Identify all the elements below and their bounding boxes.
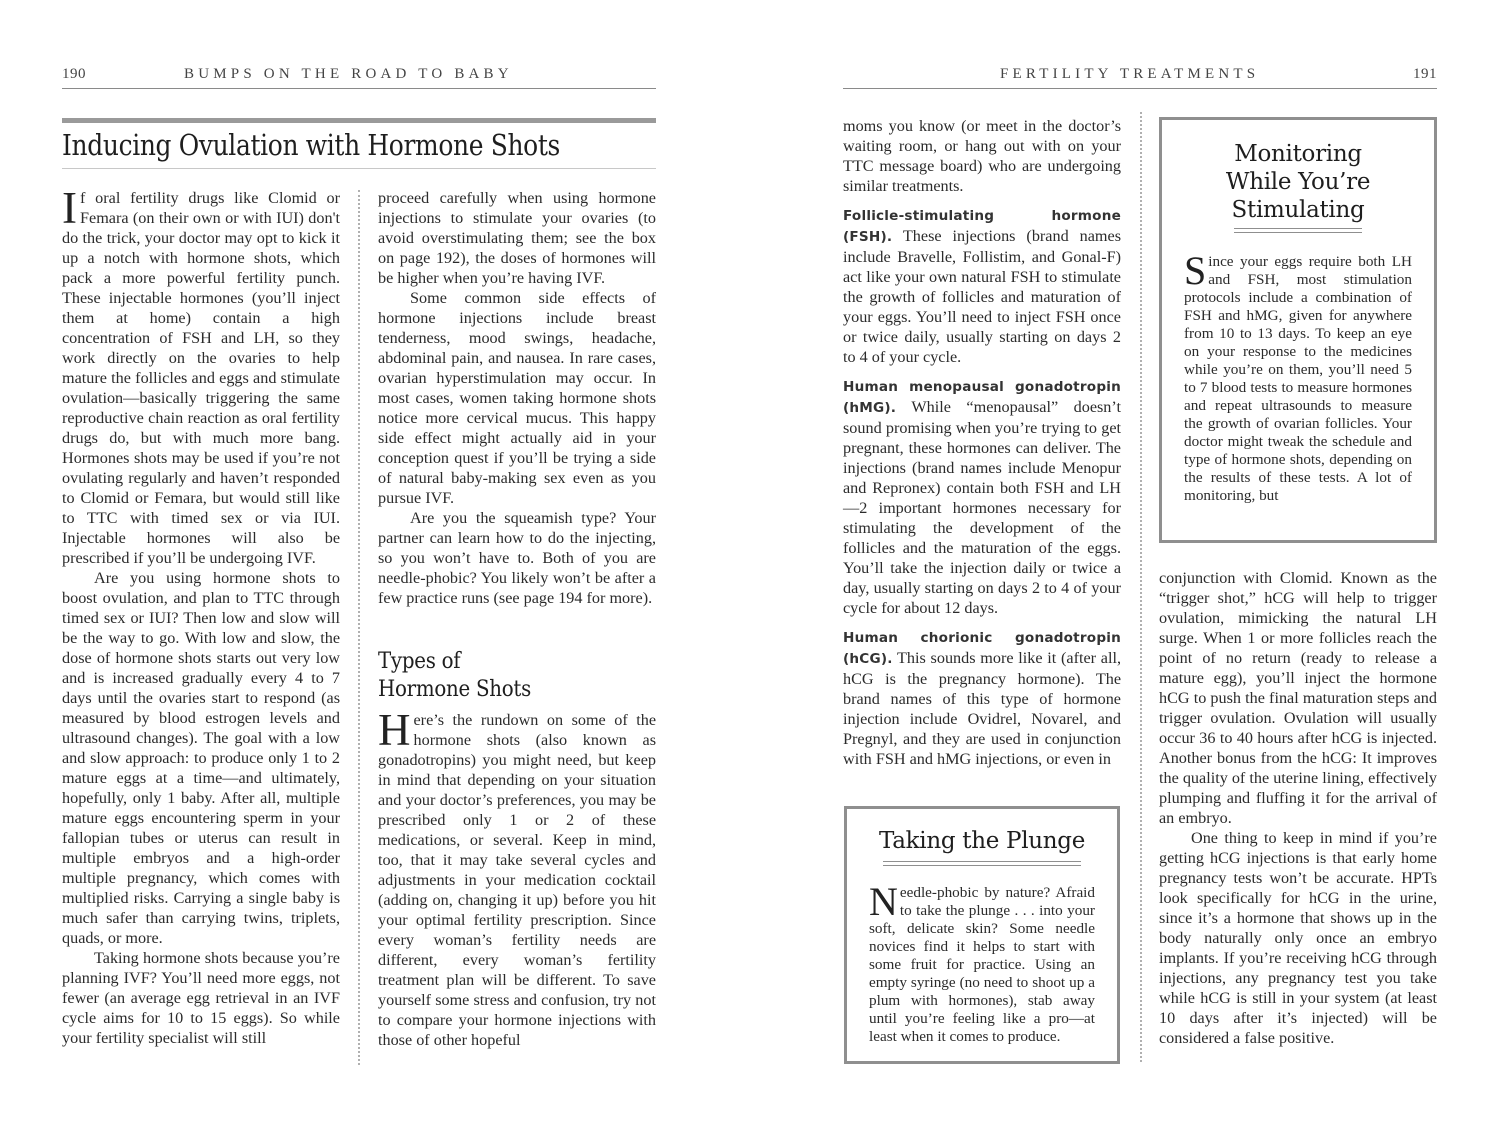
- term-hmg: Human menopausal gonadotropin (hMG). While “menopausal” doesn’t sound promising when you’re trying to get pregnant, these hormones can deliver. The injections (brand names include Menopur and Repronex) contain both FSH and LH—2 important hormones necessary for stimulating the development of the follicles and the maturation of the eggs. You’ll take the injection daily or twice a day, usually starting on days 2 to 4 of your cycle for about 12 days.: [843, 379, 1121, 617]
- term-heading: Follicle-stimulating hormone (FSH).: [843, 208, 1121, 245]
- paragraph: Some common side effects of hormone injections include breast tenderness, mood swings, headache, abdominal pain, and nausea. In rare cases, ovarian hyperstimulation may occur. In most cases, women taking hormone shots notice more cervical mucus. This happy side effect might actually aid in your conception quest if you’ll be trying a side of natural baby-making sex even as you pursue IVF.: [378, 289, 656, 507]
- sidebar-title: Monitoring While You’re Stimulating: [1225, 141, 1371, 223]
- sidebar-box-monitoring: [1159, 117, 1437, 543]
- running-head-left: [62, 64, 656, 89]
- right-page: [800, 0, 1500, 1125]
- paragraph: Taking hormone shots because you’re planning IVF? You’ll need more eggs, not fewer (an average egg retrieval in an IVF cycle aims for 10 to 15 eggs). So while your fertility specialist will still: [62, 949, 340, 1047]
- paragraph: conjunction with Clomid. Known as the “trigger shot,” hCG will help to trigger ovulation, mimicking the natural LH surge. When 1 or more follicles reach the point of no return (ready to release a mature egg), you’ll inject the hormone hCG to push the final maturation steps and trigger ovulation. Ovulation will usually occur 36 to 40 hours after hCG is injected. Another bonus from the hCG: It improves the quality of the uterine lining, effectively plumping and fluffing it for the arrival of an embryo.: [1159, 569, 1437, 827]
- column-divider: [358, 190, 360, 1065]
- paragraph: moms you know (or meet in the doctor’s waiting room, or hang out with on your TTC message board) who are undergoing similar treatments.: [843, 117, 1121, 195]
- term-heading: Human menopausal gonadotropin (hMG).: [843, 379, 1121, 416]
- sidebar-title: Taking the Plunge: [878, 828, 1086, 854]
- drop-cap: H: [378, 705, 411, 755]
- sidebar-body: Since your eggs require both LH and FSH, most stimulation protocols include a combination of FSH and hMG, given for anywhere from 10 to 13 days. To keep an eye on your response to the medicines while you’re on them, you’ll need 5 to 7 blood tests to measure hormones and repeat ultrasounds to measure the growth of ovarian follicles. Your doctor might tweak the schedule and type of hormone shots, depending on the results of these tests. A lot of monitoring, but: [1184, 248, 1412, 504]
- sidebar-body: Needle-phobic by nature? Afraid to take the plunge . . . into your soft, delicate skin? Some needle novices find it helps to start with some fruit for practice. Using an empty syringe (no need to shoot up a plum with hormones), stab away until you’re feeling like a pro—at least when it comes to produce.: [869, 879, 1095, 1045]
- right-column-2: [1159, 568, 1437, 1048]
- page-number: 191: [1413, 66, 1437, 82]
- section-rule: [62, 118, 656, 123]
- left-column-2: [378, 188, 656, 1050]
- subheading: Types of Hormone Shots: [378, 649, 531, 702]
- running-head-title: FERTILITY TREATMENTS: [1000, 66, 1260, 82]
- term-heading: Human chorionic gonadotropin (hCG).: [843, 630, 1121, 667]
- running-head-right: [843, 64, 1437, 89]
- term-fsh: Follicle-stimulating hormone (FSH). These injections (brand names include Bravelle, Follistim, and Gonal-F) act like your own natural FSH to stimulate the growth of follicles and maturation of your eggs. You’ll need to inject FSH once or twice daily, usually starting on days 2 to 4 of your cycle.: [843, 208, 1121, 366]
- sidebar-box-taking-the-plunge: [844, 806, 1120, 1064]
- paragraph: proceed carefully when using hormone injections to stimulate your ovaries (to avoid overstimulating them; see the box on page 192), the doses of hormones will be higher when you’re having IVF.: [378, 189, 656, 287]
- right-column-1: [843, 116, 1121, 769]
- column-divider: [1140, 112, 1142, 1062]
- left-column-1: [62, 183, 340, 1048]
- paragraph: If oral fertility drugs like Clomid or Femara (on their own or with IUI) don't do the trick, your doctor may opt to kick it up a notch with hormone shots, which pack a more powerful fertility punch. These injectable hormones (you’ll inject them at home) contain a high concentration of FSH and LH, so they work directly on the ovaries to help mature the follicles and eggs and stimulate ovulation—basically triggering the same reproductive chain reaction as oral fertility drugs do, but with much more bang. Hormones shots may be used if you’re not ovulating regularly and haven’t responded to Clomid or Femara, but would still like to TTC with timed sex or via IUI. Injectable hormones will also be prescribed if you’ll be undergoing IVF.: [62, 183, 340, 567]
- page-number: 190: [62, 66, 86, 82]
- sidebar-title-rule: [1234, 228, 1362, 233]
- section-title-underline: [62, 168, 656, 169]
- paragraph: Are you using hormone shots to boost ovulation, and plan to TTC through timed sex or IUI? Then low and slow will be the way to go. With low and slow, the dose of hormone shots starts out very low and is increased gradually every 4 to 7 days until the ovaries start to respond (as measured by blood estrogen levels and ultrasound changes). The goal with a low and slow approach: to produce only 1 to 2 mature eggs at a time—and ultimately, hopefully, only 1 baby. After all, multiple mature eggs encountering sperm in your fallopian tubes or uterus can result in multiple embryos and a high-order multiple pregnancy, which comes with multiplied risks. Carrying a single baby is much safer than carrying twins, triplets, quads, or more.: [62, 569, 340, 947]
- paragraph: One thing to keep in mind if you’re getting hCG injections is that early home pregnancy tests won’t be accurate. HPTs look specifically for hCG in the urine, since it’s a hormone that shows up in the body naturally only once an embryo implants. If you’re receiving hCG through injections, any pregnancy test you take while hCG is still in your system (at least 10 days after it’s injected) will be considered a false positive.: [1159, 829, 1437, 1047]
- drop-cap: N: [869, 879, 898, 924]
- paragraph: Here’s the rundown on some of the hormone shots (also known as gonadotropins) you might need, but keep in mind that depending on your situation and your doctor’s preferences, you may be prescribed only 1 or 2 of these medications, or several. Keep in mind, too, that it may take several cycles and adjustments in your medication cocktail (adding on, changing it up) before you hit your optimal fertility prescription. Since every woman’s fertility needs are different, every woman’s fertility treatment plan will be different. To save yourself some stress and confusion, try not to compare your hormone injections with those of other hopeful: [378, 705, 656, 1049]
- left-page: [0, 0, 700, 1125]
- drop-cap: I: [62, 183, 77, 233]
- running-head-title: BUMPS ON THE ROAD TO BABY: [184, 66, 513, 82]
- paragraph: Are you the squeamish type? Your partner can learn how to do the injecting, so you won’t have to. Both of you are needle-phobic? You likely won’t be after a few practice runs (see page 194 for more).: [378, 509, 656, 607]
- sidebar-title-rule: [883, 861, 1081, 866]
- section-title: Inducing Ovulation with Hormone Shots: [62, 128, 560, 162]
- drop-cap: S: [1184, 248, 1207, 293]
- term-hcg: Human chorionic gonadotropin (hCG). This sounds more like it (after all, hCG is the pregnancy hormone). The brand names of this type of hormone injection include Ovidrel, Novarel, and Pregnyl, and they are used in conjunction with FSH and hMG injections, or even in: [843, 630, 1121, 768]
